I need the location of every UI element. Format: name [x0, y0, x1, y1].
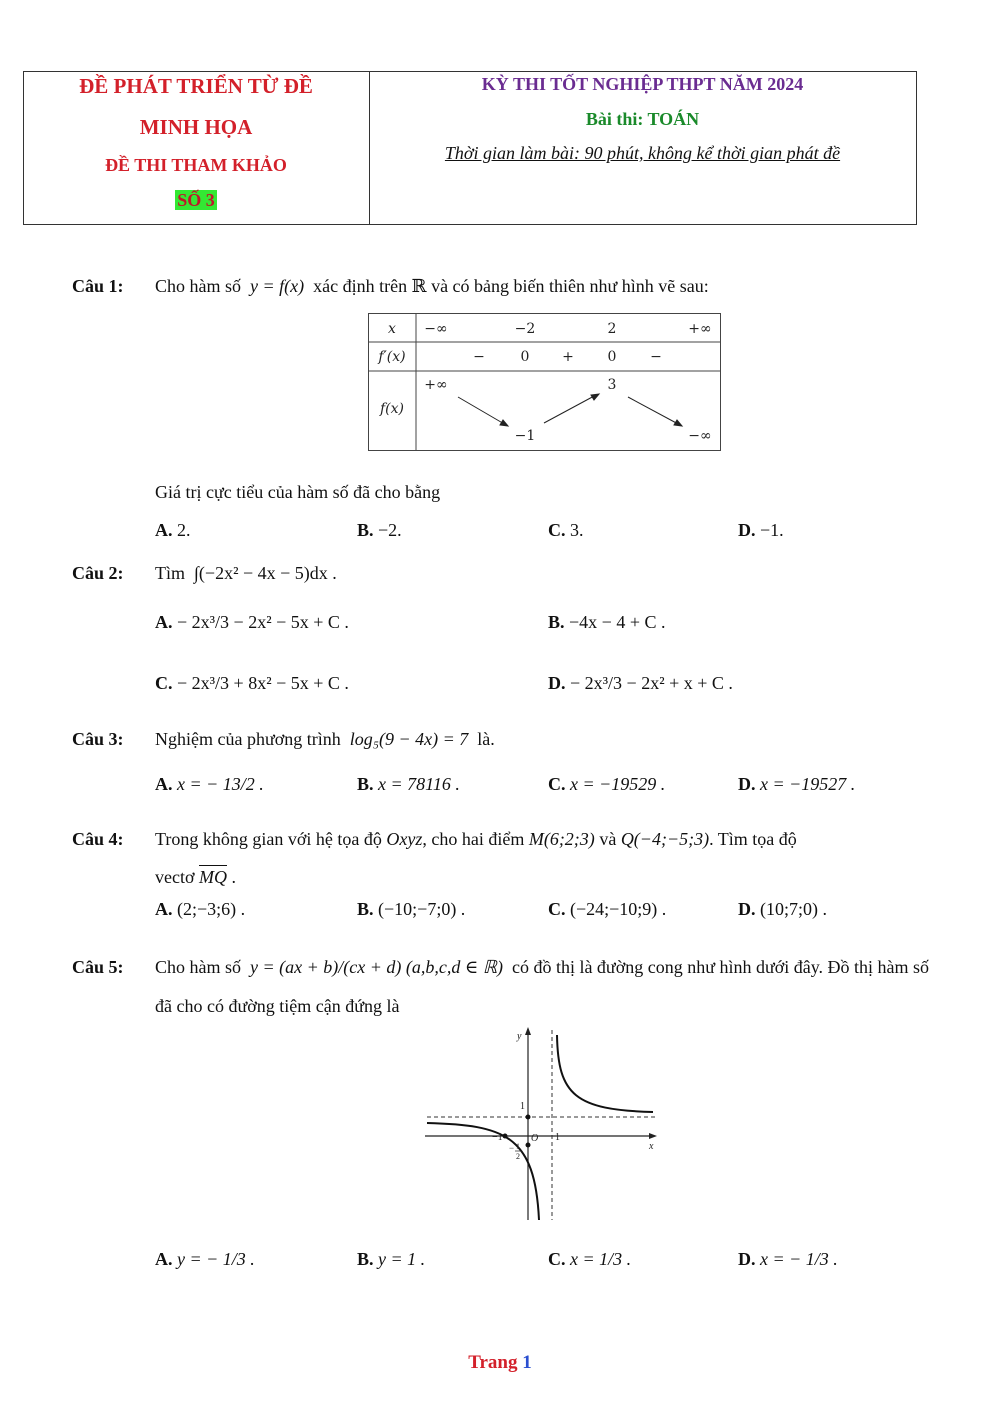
vt-fp-val: +: [562, 349, 574, 365]
q3-option-a: A. x = − 13/2 .: [155, 774, 264, 794]
x-axis-arrow: [649, 1133, 657, 1139]
q4-stem-line1: Trong không gian với hệ tọa độ Oxyz, cho hai điểm M(6;2;3) và Q(−4;−5;3). Tìm tọa độ: [155, 829, 797, 849]
q1-option-c: C. 3.: [548, 520, 584, 540]
q3-stem: Nghiệm của phương trình log₅(9 − 4x) = 7 là.: [155, 729, 495, 749]
point: [526, 1143, 531, 1148]
y-tick-1: 1: [520, 1101, 525, 1112]
q2-option-c: C. − 2x³/3 + 8x² − 5x + C .: [155, 673, 349, 693]
vt-x-val: −∞: [424, 321, 448, 337]
y-tick-half-den: 2: [516, 1152, 520, 1161]
q1-option-a: A. 2.: [155, 520, 191, 540]
q2-label: Câu 2:: [72, 563, 124, 583]
q5-stem-line2: đã cho có đường tiệm cận đứng là: [155, 996, 400, 1016]
vt-fp-val: 0: [607, 349, 617, 365]
arrow-up: [544, 395, 596, 423]
q5-label: Câu 5:: [72, 957, 124, 977]
vt-fp-val: −: [650, 349, 662, 365]
origin-label: O: [531, 1133, 539, 1144]
q1-option-b: B. −2.: [357, 520, 402, 540]
q1-label: Câu 1:: [72, 276, 124, 296]
vt-f-val: −1: [514, 428, 536, 444]
vt-f-val: +∞: [424, 377, 448, 393]
q5-option-b: B. y = 1 .: [357, 1249, 426, 1269]
page-footer: [0, 1352, 1000, 1374]
header-right-subject: Bài thi: TOÁN: [585, 109, 700, 129]
curve-left-branch: [427, 1123, 539, 1220]
vector-mq: MQ: [199, 867, 227, 887]
q2-option-d: D. − 2x³/3 − 2x² + x + C .: [548, 673, 733, 693]
y-axis-label: y: [517, 1031, 522, 1042]
y-tick-neg-half-sign: −: [509, 1143, 515, 1153]
arrow-down-1: [458, 397, 506, 425]
y-axis-arrow: [525, 1027, 531, 1035]
q1-stem: Cho hàm số y = f(x) xác định trên ℝ và có bảng biến thiên như hình vẽ sau:: [155, 276, 709, 296]
arrow-down-2: [628, 397, 680, 425]
q3-option-b: B. x = 78116 .: [357, 774, 460, 794]
vt-x-val: +∞: [688, 321, 712, 337]
q4-label: Câu 4:: [72, 829, 124, 849]
q5-stem-line1: Cho hàm số y = (ax + b)/(cx + d) (a,b,c,d ∈ ℝ) có đồ thị là đường cong như hình dưới đây. Đồ thị hàm số: [155, 957, 930, 977]
point: [526, 1115, 531, 1120]
q2-option-b: B. −4x − 4 + C .: [548, 612, 666, 632]
x-tick-neg1: −1: [492, 1132, 503, 1143]
header-left-number: SỐ 3: [177, 190, 215, 210]
curve-right-branch: [557, 1035, 653, 1112]
vt-x-head: x: [388, 321, 396, 337]
vt-fp-val: 0: [520, 349, 530, 365]
footer-page-number: 1: [522, 1352, 532, 1373]
header-left-title: ĐỀ PHÁT TRIỂN TỪ ĐỀ: [79, 74, 313, 98]
q3-option-c: C. x = −19529 .: [548, 774, 666, 794]
header-right-time: Thời gian làm bài: 90 phút, không kể thời gian phát đề: [444, 143, 841, 163]
q3-option-d: D. x = −19527 .: [738, 774, 856, 794]
footer-word: Trang: [468, 1352, 518, 1373]
header-right-exam: KỲ THI TỐT NGHIỆP THPT NĂM 2024: [481, 74, 804, 94]
q5-graph: [425, 1025, 660, 1225]
q5-option-c: C. x = 1/3 .: [548, 1249, 632, 1269]
x-axis-label: x: [649, 1141, 654, 1152]
vt-f-val: −∞: [688, 428, 712, 444]
q4-option-c: C. (−24;−10;9) .: [548, 899, 667, 919]
header-left-exam-type: ĐỀ THI THAM KHẢO: [105, 155, 287, 175]
arrowhead: [674, 420, 682, 426]
q1-option-d: D. −1.: [738, 520, 784, 540]
vt-fp-val: −: [473, 349, 485, 365]
vt-f-val: 3: [607, 377, 617, 393]
vt-fp-head: f′(x): [378, 349, 406, 365]
arrowhead: [500, 420, 508, 426]
q4-option-b: B. (−10;−7;0) .: [357, 899, 466, 919]
vt-f-head: f(x): [379, 401, 405, 417]
q1-prompt: Giá trị cực tiểu của hàm số đã cho bằng: [155, 482, 441, 502]
y-tick-half-num: 1: [516, 1142, 520, 1151]
q5-option-a: A. y = − 1/3 .: [155, 1249, 255, 1269]
q2-stem: Tìm ∫(−2x² − 4x − 5)dx .: [155, 563, 337, 583]
q4-option-d: D. (10;7;0) .: [738, 899, 827, 919]
variation-table: [368, 313, 721, 451]
q3-label: Câu 3:: [72, 729, 124, 749]
point: [503, 1134, 508, 1139]
q4-stem-line2: vectơ MQ .: [155, 867, 236, 887]
header-left-subtitle: MINH HỌA: [139, 115, 253, 139]
vt-x-val: −2: [514, 321, 536, 337]
q5-option-d: D. x = − 1/3 .: [738, 1249, 838, 1269]
q4-option-a: A. (2;−3;6) .: [155, 899, 246, 919]
x-tick-1: 1: [555, 1132, 560, 1143]
vt-x-val: 2: [607, 321, 617, 337]
q2-option-a: A. − 2x³/3 − 2x² − 5x + C .: [155, 612, 349, 632]
arrowhead: [591, 394, 599, 400]
